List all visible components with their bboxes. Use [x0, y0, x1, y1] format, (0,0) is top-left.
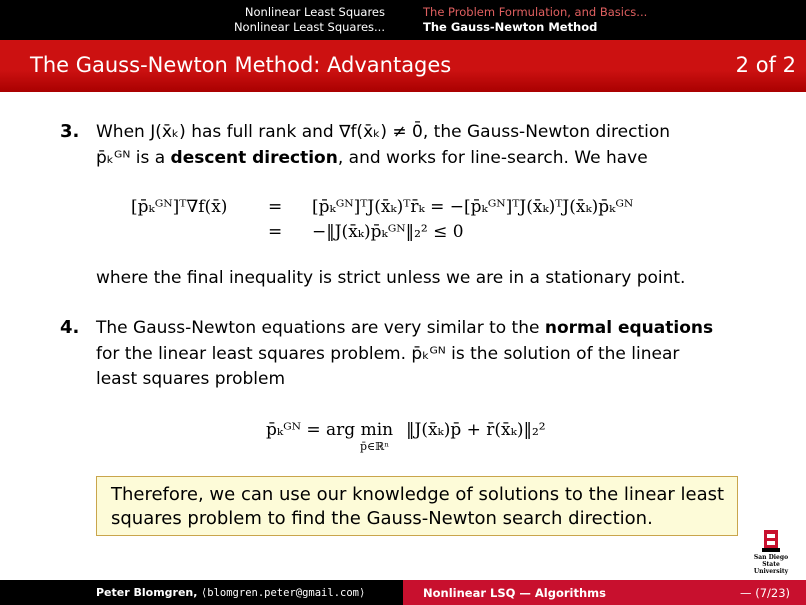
footer-title: Nonlinear LSQ — Algorithms: [423, 586, 607, 600]
equation-3-rhs: ‖J(x̄ₖ)p̄ + r̄(x̄ₖ)‖₂²: [406, 420, 546, 440]
item-4-line-1: [96, 316, 756, 340]
nav-section-2[interactable]: Nonlinear Least Squares...: [233, 20, 385, 34]
equation-3-lhs: p̄ₖᴳᴺ = arg min: [266, 420, 394, 440]
nav-subsection-list: [403, 0, 806, 40]
equation-3-subscript: p̄∈ℝⁿ: [360, 440, 390, 453]
author-email: ⟨blomgren.peter@gmail.com⟩: [200, 587, 366, 599]
footer-page-number: — (7/23): [740, 586, 790, 600]
equation-1-rhs: [p̄ₖᴳᴺ]ᵀJ(x̄ₖ)ᵀr̄ₖ = −[p̄ₖᴳᴺ]ᵀJ(x̄ₖ)ᵀJ(x̄ₖ)p̄ₖᴳᴺ: [312, 197, 634, 217]
note-text: Therefore, we can use our knowledge of solutions to the linear least squares problem to find the Gauss-Newton search direction.: [111, 484, 725, 529]
note-box: [96, 476, 738, 536]
author-name: Peter Blomgren,: [96, 586, 198, 599]
footer-author: [96, 586, 365, 599]
list-item-4: [60, 316, 750, 396]
equation-1-operator: =: [268, 197, 283, 217]
item-4-line-2: for the linear least squares problem. p̄ₖᴳᴺ is the solution of the linear: [96, 344, 680, 364]
logo-line-2: University: [753, 568, 789, 575]
item-3-line-2-post: , and works for line-search. We have: [337, 148, 648, 168]
item-3-line-2-pre: p̄ₖᴳᴺ is a: [96, 148, 171, 168]
item-3-line-1: When J(x̄ₖ) has full rank and ∇f(x̄ₖ) ≠ 0̄, the Gauss-Newton direction: [96, 122, 671, 142]
university-logo: [746, 528, 796, 576]
equation-1-lhs: [p̄ₖᴳᴺ]ᵀ∇f(x̄): [131, 197, 228, 217]
item-3-line-3: where the final inequality is strict unless we are in a stationary point.: [96, 268, 686, 288]
logo-line-1: San Diego State: [753, 554, 789, 568]
frame-page-counter: 2 of 2: [735, 53, 796, 77]
equation-2-operator: =: [268, 222, 283, 242]
nav-subsection-current[interactable]: The Gauss-Newton Method: [423, 20, 598, 34]
item-number: 4.: [60, 317, 80, 338]
item-number: 3.: [60, 121, 80, 142]
nav-subsection-1[interactable]: The Problem Formulation, and Basics...: [423, 5, 648, 19]
nav-section-list: [0, 0, 403, 40]
descent-direction-term: descent direction: [170, 148, 338, 168]
equation-2-rhs: −‖J(x̄ₖ)p̄ₖᴳᴺ‖₂² ≤ 0: [312, 222, 464, 242]
nav-section-1[interactable]: Nonlinear Least Squares: [244, 5, 385, 19]
frame-title: The Gauss-Newton Method: Advantages: [30, 53, 452, 77]
item-4-line-1-pre: The Gauss-Newton equations are very similar to the: [96, 318, 545, 338]
item-3-line-2: [96, 146, 756, 170]
item-4-line-3: least squares problem: [96, 369, 286, 389]
normal-equations-term: normal equations: [544, 318, 714, 338]
